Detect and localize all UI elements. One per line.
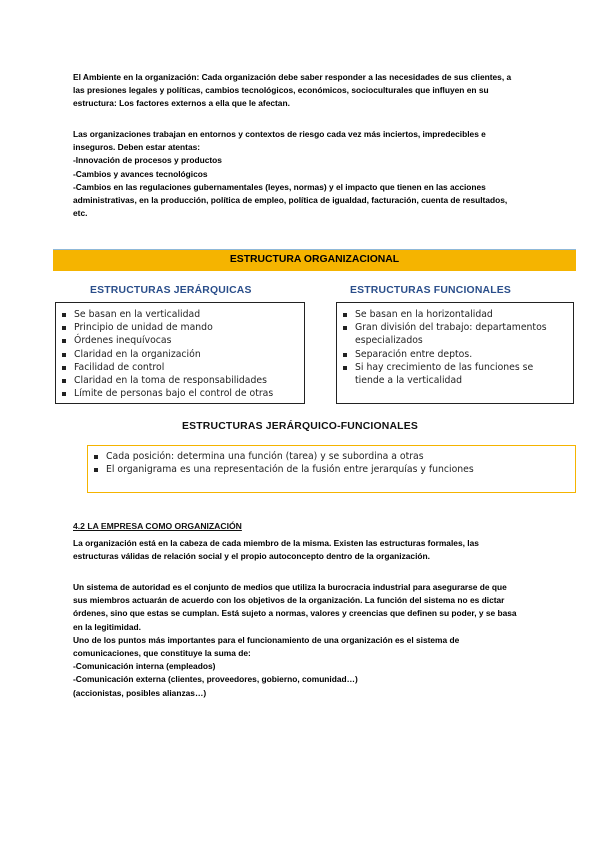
section-line: La organización está en la cabeza de cada miembro de la misma. Existen las estructuras formales, las (73, 538, 479, 548)
section-paragraph-1 (73, 537, 528, 563)
mixtas-box (87, 445, 576, 493)
jerarquicas-title: ESTRUCTURAS JERÁRQUICAS (90, 285, 252, 296)
jerarquicas-list (56, 303, 304, 400)
list-item: Cada posición: determina una función (tarea) y se subordina a otras (106, 450, 575, 463)
list-item: Separación entre deptos. (355, 348, 565, 361)
context-line: inseguros. Deben estar atentas: (73, 142, 201, 153)
list-item: Gran división del trabajo: departamentos especializados (355, 321, 565, 347)
intro-line: El Ambiente en la organización: Cada organización debe saber responder a las necesidades de sus clientes, a (73, 72, 512, 82)
section-line: en la legitimidad. (73, 621, 141, 632)
context-line: -Innovación de procesos y productos (73, 155, 222, 166)
jerarquicas-box (55, 302, 305, 404)
context-line: etc. (73, 208, 88, 219)
section-heading: 4.2 LA EMPRESA COMO ORGANIZACIÓN (73, 521, 242, 531)
section-paragraph-2 (73, 581, 528, 700)
context-line: administrativas, en la producción, política de empleo, política de igualdad, facturación, cuenta de resultados, (73, 195, 508, 206)
list-item: Límite de personas bajo el control de otras (74, 387, 304, 400)
section-line: -Comunicación interna (empleados) (73, 661, 216, 672)
list-item: El organigrama es una representación de la fusión entre jerarquías y funciones (106, 463, 575, 476)
section-line: sus miembros actuarán de acuerdo con los objetivos de la organización. La función del sistema no es dictar (73, 595, 505, 606)
context-paragraph (73, 128, 528, 220)
section-line: Un sistema de autoridad es el conjunto de medios que utiliza la burocracia industrial para asegurarse de que (73, 582, 507, 592)
intro-line: las presiones legales y políticas, cambios tecnológicos, económicos, socioculturales que influyen en su (73, 85, 489, 96)
list-item: Se basan en la horizontalidad (355, 308, 565, 321)
mixtas-list (88, 446, 575, 476)
list-item: Facilidad de control (74, 361, 304, 374)
funcionales-box (336, 302, 574, 404)
section-line: Uno de los puntos más importantes para el funcionamiento de una organización es el sistema de (73, 634, 460, 645)
list-item: Claridad en la organización (74, 348, 304, 361)
section-line: -Comunicación externa (clientes, proveedores, gobierno, comunidad…) (73, 674, 358, 685)
list-item: Se basan en la verticalidad (74, 308, 304, 321)
list-item: Principio de unidad de mando (74, 321, 304, 334)
mixtas-title: ESTRUCTURAS JERÁRQUICO-FUNCIONALES (182, 421, 418, 432)
funcionales-list (337, 303, 573, 387)
context-line: -Cambios y avances tecnológicos (73, 168, 208, 179)
list-item: Si hay crecimiento de las funciones se tiende a la verticalidad (355, 361, 565, 387)
funcionales-title: ESTRUCTURAS FUNCIONALES (350, 285, 512, 296)
list-item: Claridad en la toma de responsabilidades (74, 374, 304, 387)
intro-line: estructura: Los factores externos a ella que le afectan. (73, 98, 290, 109)
intro-paragraph (73, 71, 528, 111)
section-banner (53, 249, 576, 271)
context-line: Las organizaciones trabajan en entornos y contextos de riesgo cada vez más inciertos, impredecibles e (73, 129, 486, 139)
section-line: órdenes, sino que estas se cumplan. Está sujeto a normas, valores y creencias que definen su poder, y se basa (73, 608, 517, 619)
section-line: (accionistas, posibles alianzas…) (73, 687, 207, 698)
context-line: -Cambios en las regulaciones gubernamentales (leyes, normas) y el impacto que tienen en las acciones (73, 181, 486, 192)
banner-title: ESTRUCTURA ORGANIZACIONAL (229, 254, 400, 265)
list-item: Órdenes inequívocas (74, 334, 304, 347)
section-line: estructuras válidas de relación social y el propio autoconcepto dentro de la organización. (73, 551, 430, 562)
section-line: comunicaciones, que constituye la suma de: (73, 648, 251, 659)
